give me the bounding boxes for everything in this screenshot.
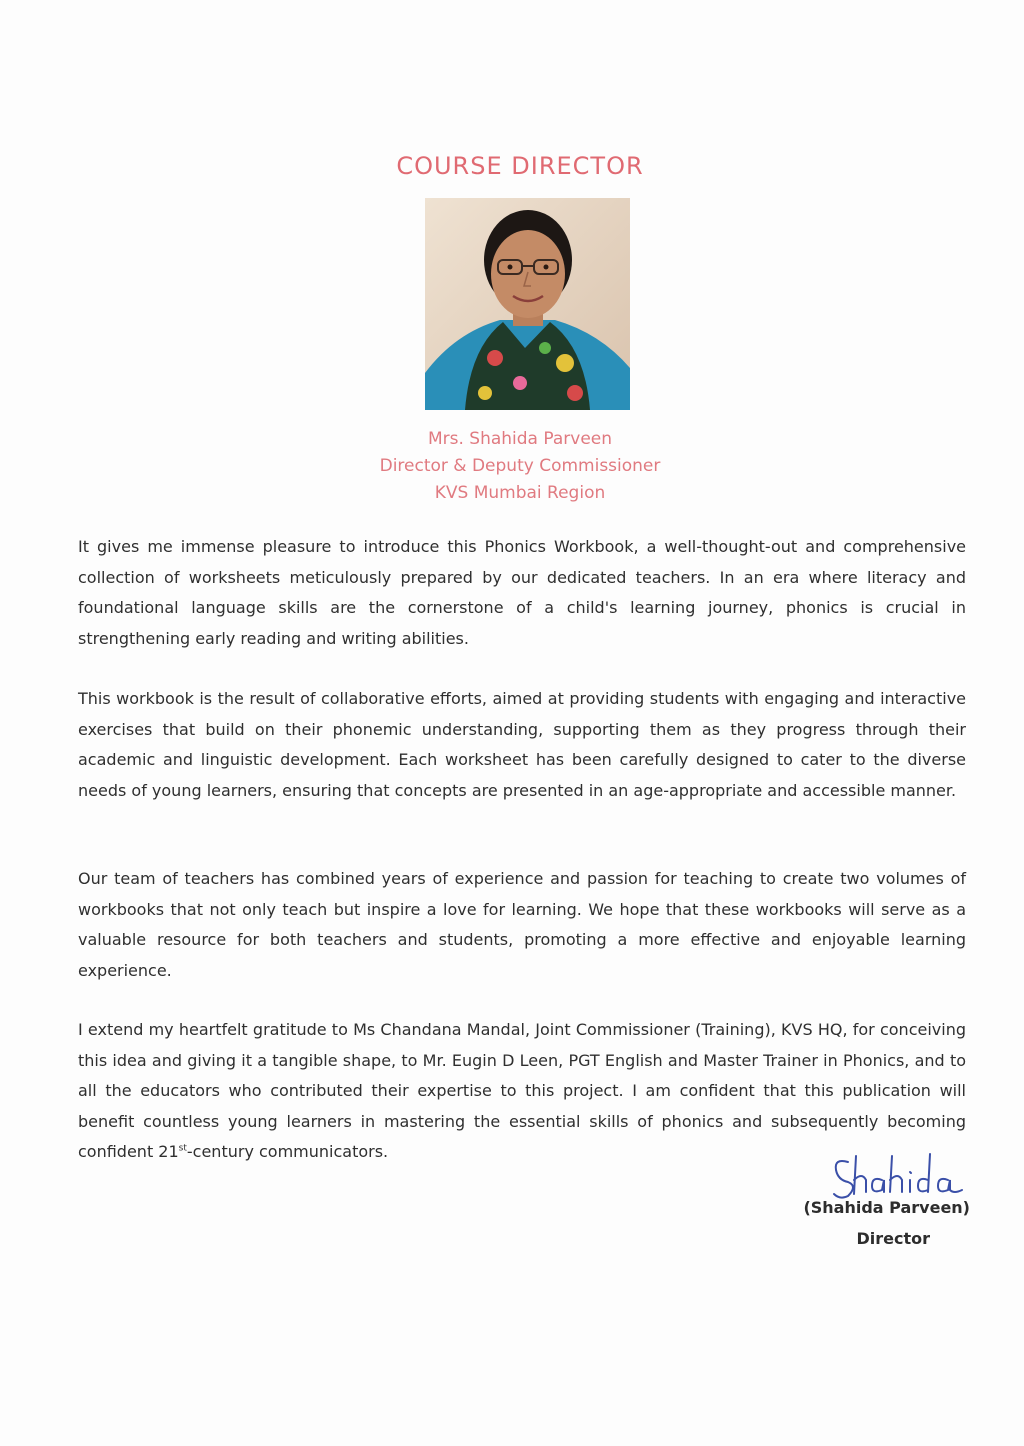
page-title: COURSE DIRECTOR — [396, 152, 644, 180]
paragraph-1: It gives me immense pleasure to introduce this Phonics Workbook, a well-thought-out and comprehensive collection of worksheets meticulously prepared by our dedicated teachers. In an era where literacy and foundational language skills are the cornerstone of a child's learning journey, phonics is crucial in strengthening early reading and writing abilities. — [78, 537, 966, 648]
paragraph-4-text: I extend my heartfelt gratitude to Ms Chandana Mandal, Joint Commissioner (Training), KVS HQ, for conceiving this idea and giving it a tangible shape, to Mr. Eugin D Leen, PGT English and Master Trainer in Phonics, and to all the educators who contributed their expertise to this project. I am confident that this publication will benefit countless young learners in mastering the essential skills of phonics and subsequently becoming confident 21 — [78, 1020, 966, 1161]
paragraph-2: This workbook is the result of collaborative efforts, aimed at providing students with engaging and interactive exercises that build on their phonemic understanding, supporting them as they progress through their academic and linguistic development. Each worksheet has been carefully designed to cater to the diverse needs of young learners, ensuring that concepts are presented in an age-appropriate and accessible manner. — [78, 689, 966, 800]
handwritten-signature — [826, 1150, 966, 1202]
director-office: KVS Mumbai Region — [434, 483, 606, 503]
signatory-role: Director — [856, 1229, 930, 1248]
photo-caption — [0, 426, 1024, 507]
paragraph-4 — [78, 1015, 966, 1168]
director-name: Mrs. Shahida Parveen — [427, 429, 613, 449]
ordinal-suffix: st — [178, 1143, 187, 1154]
signatory-name: (Shahida Parveen) — [803, 1198, 970, 1217]
portrait-photo — [425, 198, 630, 410]
director-designation: Director & Deputy Commissioner — [379, 456, 661, 476]
paragraph-4-ending: -century communicators. — [186, 1142, 389, 1161]
paragraph-3: Our team of teachers has combined years of experience and passion for teaching to create two volumes of workbooks that not only teach but inspire a love for learning. We hope that these workbooks will serve as a valuable resource for both teachers and students, promoting a more effective and enjoyable learning experience. — [78, 869, 966, 980]
